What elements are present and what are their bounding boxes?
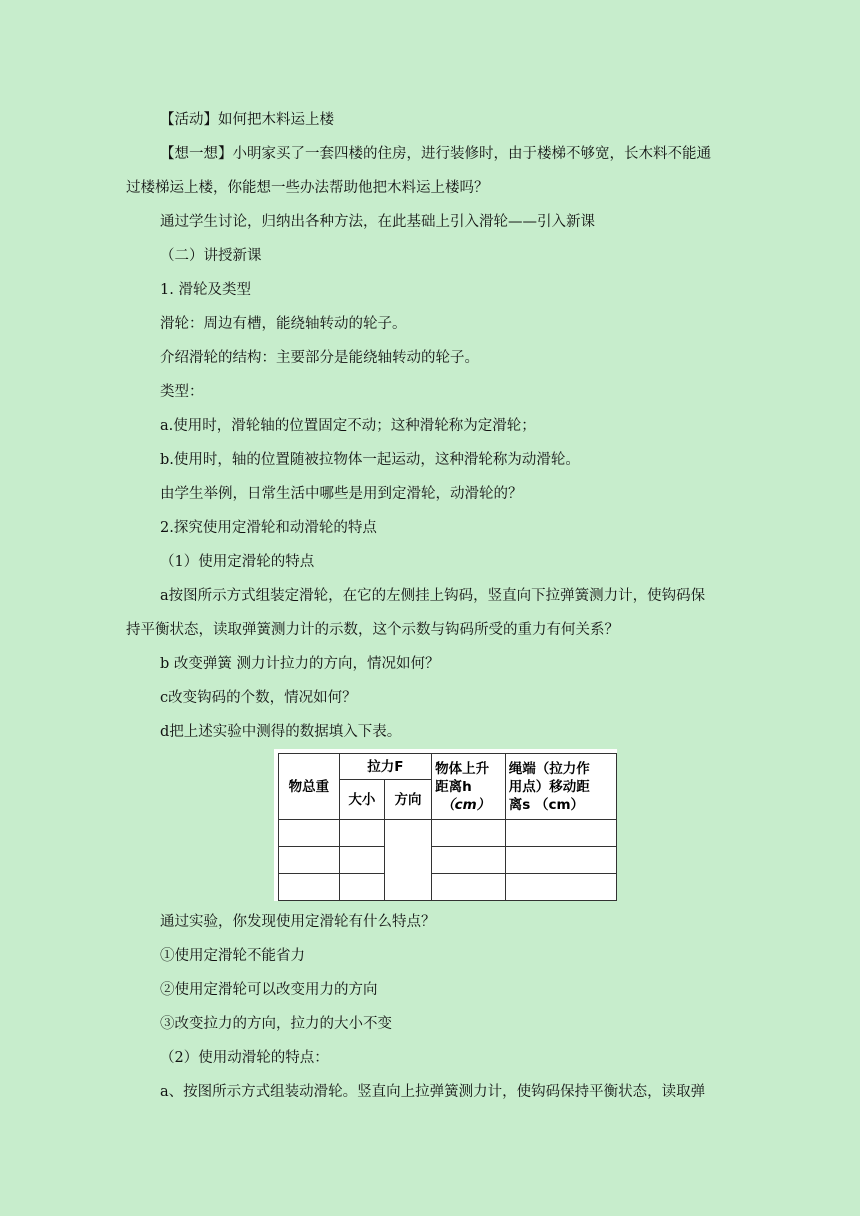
paragraph: 介绍滑轮的结构：主要部分是能绕轴转动的轮子。: [160, 350, 479, 366]
section-heading: （二）讲授新课: [160, 248, 262, 264]
table-cell: [505, 874, 616, 901]
table-cell: [279, 847, 340, 874]
header-rise-distance: [432, 754, 506, 820]
table-row: [279, 874, 617, 901]
table-cell: [505, 847, 616, 874]
list-item: ②使用定滑轮可以改变用力的方向: [160, 982, 378, 998]
data-table-container: [274, 749, 617, 901]
paragraph: a按图所示方式组装定滑轮，在它的左侧挂上钩码，竖直向下拉弹簧测力计，使钩码保: [160, 588, 706, 604]
paragraph: 通过学生讨论，归纳出各种方法，在此基础上引入滑轮——引入新课: [160, 214, 595, 230]
paragraph: b 改变弹簧 测力计拉力的方向，情况如何？: [160, 656, 440, 672]
header-direction: 方向: [384, 780, 431, 820]
paragraph: 通过实验，你发现使用定滑轮有什么特点？: [160, 914, 436, 930]
paragraph: 持平衡状态，读取弹簧测力计的示数，这个示数与钩码所受的重力有何关系？: [126, 622, 619, 638]
header-rope-distance-line1: 绳端（拉力作: [508, 760, 590, 777]
header-rope-distance-line3: 离s （cm）: [508, 796, 585, 813]
paragraph: a、按图所示方式组装动滑轮。竖直向上拉弹簧测力计，使钩码保持平衡状态，读取弹: [160, 1084, 706, 1100]
header-rise-distance-unit: （cm）: [441, 796, 491, 813]
subsection-heading: 1. 滑轮及类型: [160, 282, 251, 298]
paragraph: 滑轮：周边有槽，能绕轴转动的轮子。: [160, 316, 407, 332]
subsection-heading: 2.探究使用定滑轮和动滑轮的特点: [160, 520, 377, 536]
table-cell: [432, 820, 506, 847]
header-pull-force: [339, 754, 431, 780]
header-size: 大小: [339, 780, 384, 820]
subsection-heading: （1）使用定滑轮的特点: [160, 554, 315, 570]
table-row: [279, 820, 617, 847]
header-total-weight: 物总重: [279, 754, 340, 820]
table-cell: [339, 847, 384, 874]
table-cell: [279, 874, 340, 901]
table-cell: [432, 847, 506, 874]
table-row: [279, 847, 617, 874]
data-table: [278, 753, 617, 901]
table-cell: [432, 874, 506, 901]
header-pull-force-label: 拉力F: [367, 758, 404, 775]
subsection-heading: （2）使用动滑轮的特点：: [160, 1050, 329, 1066]
list-item: ①使用定滑轮不能省力: [160, 948, 305, 964]
paragraph: 【活动】如何把木料运上楼: [160, 112, 334, 128]
paragraph: 由学生举例，日常生活中哪些是用到定滑轮，动滑轮的？: [160, 486, 523, 502]
table-cell-direction-merged: [384, 820, 431, 901]
table-cell: [279, 820, 340, 847]
list-item: ③改变拉力的方向，拉力的大小不变: [160, 1016, 392, 1032]
paragraph: d把上述实验中测得的数据填入下表。: [160, 724, 402, 740]
paragraph: 过楼梯运上楼，你能想一些办法帮助他把木料运上楼吗？: [126, 180, 489, 196]
paragraph: c改变钩码的个数，情况如何？: [160, 690, 357, 706]
table-cell: [505, 820, 616, 847]
header-rise-distance-line1: 物体上升: [435, 760, 490, 777]
paragraph: a.使用时，滑轮轴的位置固定不动；这种滑轮称为定滑轮；: [160, 418, 536, 434]
table-cell: [339, 820, 384, 847]
paragraph: 类型：: [160, 384, 204, 400]
header-rope-distance-line2: 用点）移动距: [508, 778, 590, 795]
header-rise-distance-line2: 距离h: [435, 778, 472, 795]
table-cell: [339, 874, 384, 901]
header-rope-distance: [505, 754, 616, 820]
paragraph: 【想一想】小明家买了一套四楼的住房，进行装修时，由于楼梯不够宽，长木料不能通: [160, 146, 711, 162]
paragraph: b.使用时，轴的位置随被拉物体一起运动，这种滑轮称为动滑轮。: [160, 452, 580, 468]
